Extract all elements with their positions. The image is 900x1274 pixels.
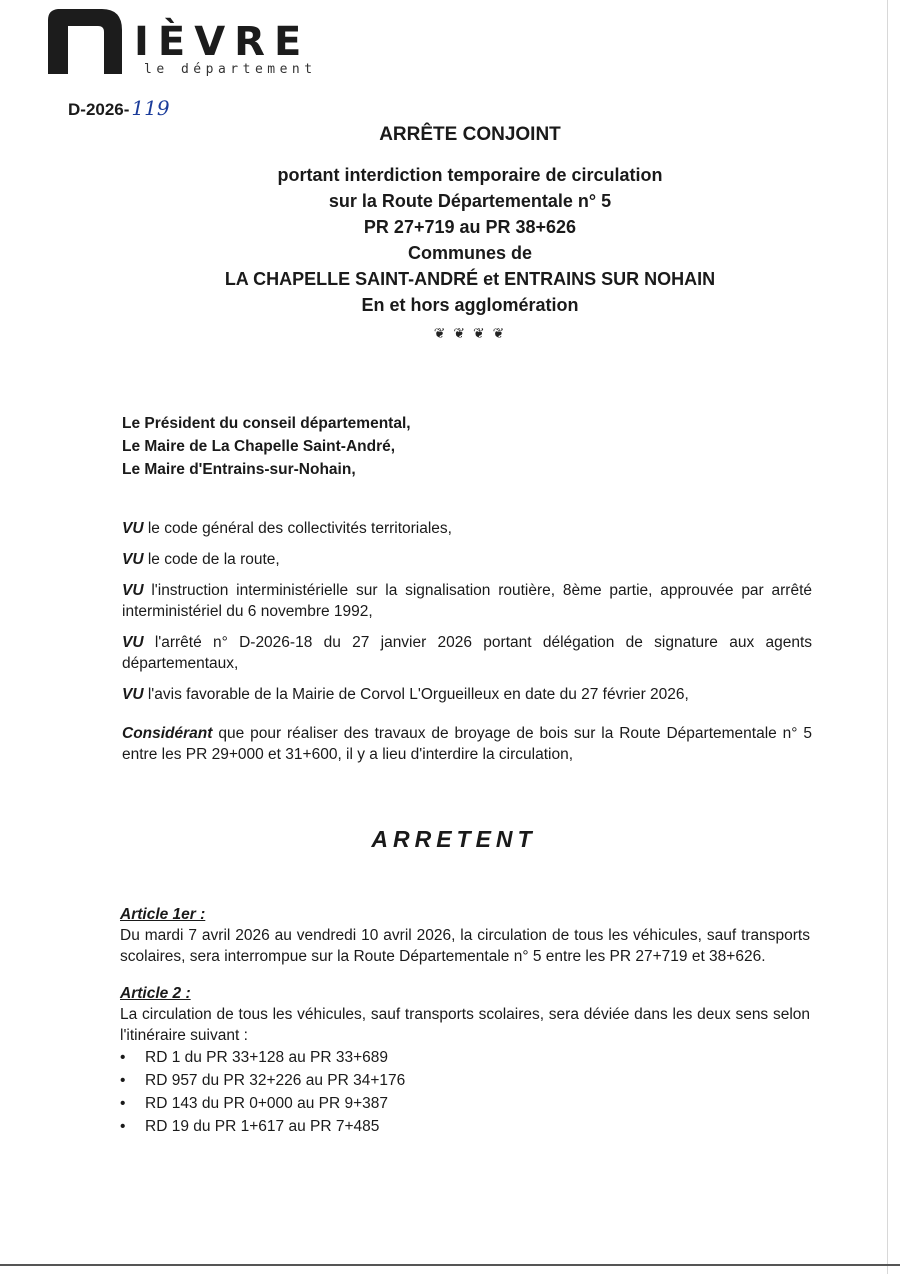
page-edge-bottom xyxy=(0,1264,900,1266)
article-1-text: Du mardi 7 avril 2026 au vendredi 10 avril 2026, la circulation de tous les véhicules, sauf transports scolaires, sera interrompue sur la Route Départementale n° 5 entre les PR 27+719 et 38+626. xyxy=(120,927,810,965)
articles-section xyxy=(120,904,810,1138)
vu-item: VU l'avis favorable de la Mairie de Corvol L'Orgueilleux en date du 27 février 2026, xyxy=(122,686,689,703)
nievre-n-logo-icon xyxy=(46,6,128,76)
title-line: sur la Route Départementale n° 5 xyxy=(328,191,612,211)
logo-subtitle: le département xyxy=(144,62,317,77)
title-line: portant interdiction temporaire de circulation xyxy=(277,165,663,185)
logo-wordmark: IÈVRE xyxy=(134,19,311,65)
itinerary-item: • RD 1 du PR 33+128 au PR 33+689 xyxy=(120,1046,810,1069)
considerant-paragraph: Considérant que pour réaliser des travaux de broyage de bois sur la Route Départementale n° 5 entre les PR 29+000 et 31+600, il y a lieu d'interdire la circulation, xyxy=(122,725,812,763)
authority-line: Le Président du conseil départemental, xyxy=(122,415,411,432)
decree-title xyxy=(150,122,790,346)
handwritten-reference-number: 119 xyxy=(131,96,170,120)
title-line: En et hors agglomération xyxy=(361,295,579,315)
ornament-divider-icon: ❦ ❦ ❦ ❦ xyxy=(433,325,507,341)
authority-line: Le Maire d'Entrains-sur-Nohain, xyxy=(122,461,356,478)
reference-prefix: D-2026- xyxy=(68,100,130,119)
article-2-heading: Article 2 : xyxy=(120,985,191,1002)
vu-item: VU l'instruction interministérielle sur la signalisation routière, 8ème partie, approuvée par arrêté interministériel du 6 novembre 1992, xyxy=(122,582,812,620)
detour-itinerary xyxy=(120,1046,810,1138)
title-main: ARRÊTE CONJOINT xyxy=(379,124,561,145)
department-logo xyxy=(46,6,346,81)
title-line: Communes de xyxy=(407,243,533,263)
vu-item: VU l'arrêté n° D-2026-18 du 27 janvier 2026 portant délégation de signature aux agents départementaux, xyxy=(122,634,812,672)
article-2-text: La circulation de tous les véhicules, sauf transports scolaires, sera déviée dans les deux sens selon l'itinéraire suivant : xyxy=(120,1006,810,1044)
title-line: LA CHAPELLE SAINT-ANDRÉ et ENTRAINS SUR NOHAIN xyxy=(224,269,716,289)
considerations-section xyxy=(122,518,812,775)
page-edge-right xyxy=(887,0,888,1274)
authority-list xyxy=(122,412,411,481)
authority-line: Le Maire de La Chapelle Saint-André, xyxy=(122,438,396,455)
article-1-heading: Article 1er : xyxy=(120,906,206,923)
itinerary-item: • RD 19 du PR 1+617 au PR 7+485 xyxy=(120,1115,810,1138)
title-line: PR 27+719 au PR 38+626 xyxy=(363,217,577,237)
decision-heading: ARRETENT xyxy=(371,826,537,852)
vu-item: VU le code général des collectivités territoriales, xyxy=(122,520,452,537)
itinerary-item: • RD 957 du PR 32+226 au PR 34+176 xyxy=(120,1069,810,1092)
itinerary-item: • RD 143 du PR 0+000 au PR 9+387 xyxy=(120,1092,810,1115)
decree-reference xyxy=(68,96,170,120)
vu-item: VU le code de la route, xyxy=(122,551,280,568)
